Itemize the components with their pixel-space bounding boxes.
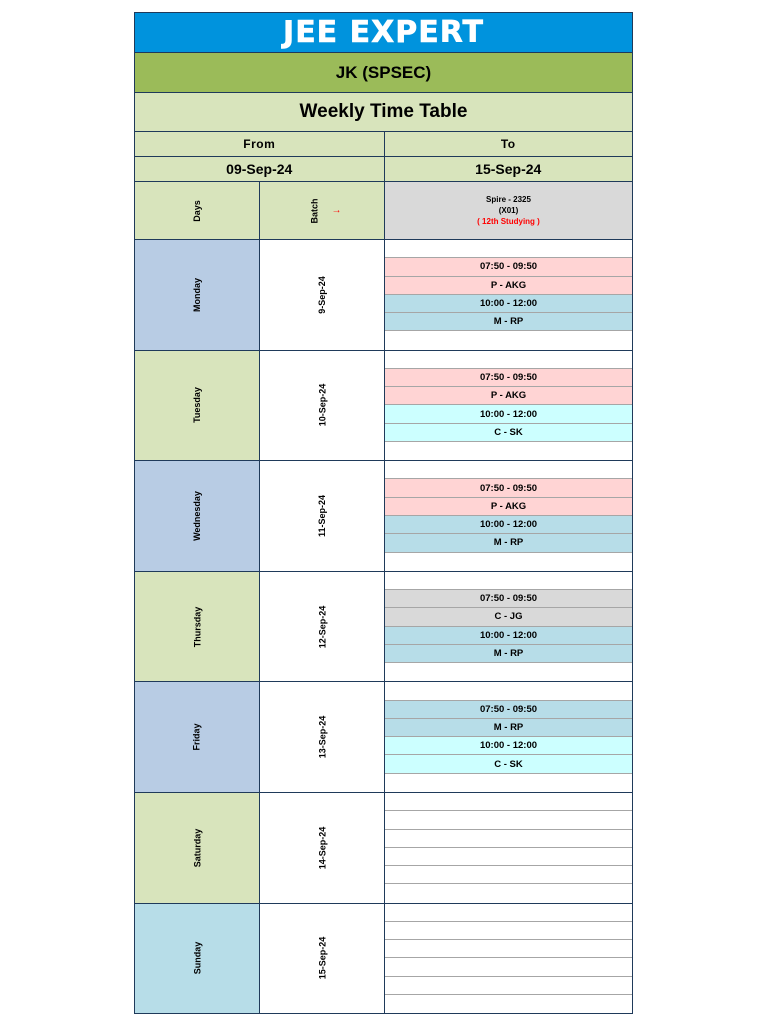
batch-header-label: Batch xyxy=(309,197,320,224)
range-values-row xyxy=(135,156,632,181)
batch-note: ( 12th Studying ) xyxy=(477,217,540,226)
day-name: Friday xyxy=(191,723,202,751)
schedule-slot: 10:00 - 12:00 xyxy=(385,737,632,755)
day-row xyxy=(135,571,632,682)
day-date: 14-Sep-24 xyxy=(317,826,327,870)
schedule-slot: 07:50 - 09:50 xyxy=(385,258,632,276)
schedule-slot: 10:00 - 12:00 xyxy=(385,627,632,645)
schedule-slot xyxy=(385,977,632,995)
date-cell xyxy=(259,461,384,571)
column-header-row xyxy=(135,181,632,239)
schedule-slot xyxy=(385,884,632,902)
day-cell xyxy=(135,572,259,682)
schedule-slot: P - AKG xyxy=(385,498,632,516)
schedule-slot xyxy=(385,958,632,976)
schedule-slot: M - RP xyxy=(385,313,632,331)
schedule-slot xyxy=(385,904,632,922)
range-labels-row xyxy=(135,131,632,156)
schedule-slot xyxy=(385,940,632,958)
timetable-title: Weekly Time Table xyxy=(135,92,632,131)
day-row xyxy=(135,239,632,350)
day-name: Tuesday xyxy=(191,387,202,424)
schedule-slot xyxy=(385,682,632,700)
batch-header xyxy=(259,182,384,239)
day-date: 9-Sep-24 xyxy=(317,276,327,314)
schedule-slot: 07:50 - 09:50 xyxy=(385,590,632,608)
day-cell xyxy=(135,904,259,1014)
day-name: Monday xyxy=(191,277,202,312)
schedule-slot xyxy=(385,331,632,349)
schedule-slot xyxy=(385,995,632,1013)
day-name: Saturday xyxy=(191,828,202,868)
date-cell xyxy=(259,904,384,1014)
schedule-slot xyxy=(385,866,632,884)
day-date: 11-Sep-24 xyxy=(317,494,327,537)
days-container xyxy=(135,239,632,1013)
day-name: Sunday xyxy=(191,942,202,975)
date-cell xyxy=(259,240,384,350)
days-header-label: Days xyxy=(191,199,202,222)
schedule-slot xyxy=(385,774,632,792)
batch-info xyxy=(384,182,632,239)
right-arrow-icon: → xyxy=(331,205,342,216)
date-cell xyxy=(259,682,384,792)
date-cell xyxy=(259,793,384,903)
schedule-slot xyxy=(385,922,632,940)
schedule-slot: 10:00 - 12:00 xyxy=(385,516,632,534)
schedule-slot: C - JG xyxy=(385,608,632,626)
day-cell xyxy=(135,793,259,903)
schedule-slot xyxy=(385,663,632,681)
schedule-slot xyxy=(385,848,632,866)
schedule-slot: P - AKG xyxy=(385,277,632,295)
schedule-slot: 10:00 - 12:00 xyxy=(385,405,632,423)
schedule-slot: C - SK xyxy=(385,424,632,442)
date-cell xyxy=(259,572,384,682)
schedule-slot xyxy=(385,553,632,571)
from-label: From xyxy=(135,131,384,156)
to-label: To xyxy=(384,131,633,156)
schedule-slot xyxy=(385,240,632,258)
schedule-slot: 07:50 - 09:50 xyxy=(385,701,632,719)
day-cell xyxy=(135,351,259,461)
schedule-cell xyxy=(384,240,632,350)
schedule-slot xyxy=(385,793,632,811)
schedule-slot xyxy=(385,572,632,590)
schedule-slot xyxy=(385,461,632,479)
day-row xyxy=(135,792,632,903)
days-header xyxy=(135,182,259,239)
schedule-cell xyxy=(384,904,632,1014)
day-row xyxy=(135,460,632,571)
day-name: Wednesday xyxy=(191,491,202,541)
schedule-slot: M - RP xyxy=(385,645,632,663)
day-row xyxy=(135,903,632,1014)
day-name: Thursday xyxy=(191,606,202,647)
schedule-slot: 10:00 - 12:00 xyxy=(385,295,632,313)
day-cell xyxy=(135,461,259,571)
schedule-cell xyxy=(384,461,632,571)
date-cell xyxy=(259,351,384,461)
schedule-slot: M - RP xyxy=(385,719,632,737)
schedule-slot xyxy=(385,442,632,460)
schedule-slot: P - AKG xyxy=(385,387,632,405)
day-date: 12-Sep-24 xyxy=(317,605,327,648)
day-cell xyxy=(135,682,259,792)
batch-code: (X01) xyxy=(498,206,519,215)
day-date: 15-Sep-24 xyxy=(317,937,327,980)
brand-title: JEE EXPERT xyxy=(135,13,632,52)
timetable-sheet xyxy=(134,12,633,1014)
schedule-slot: 07:50 - 09:50 xyxy=(385,479,632,497)
schedule-cell xyxy=(384,682,632,792)
day-row xyxy=(135,681,632,792)
day-date: 13-Sep-24 xyxy=(317,715,327,759)
center-name: JK (SPSEC) xyxy=(135,52,632,92)
schedule-slot: 07:50 - 09:50 xyxy=(385,369,632,387)
schedule-cell xyxy=(384,572,632,682)
schedule-cell xyxy=(384,793,632,903)
schedule-slot xyxy=(385,830,632,848)
schedule-slot xyxy=(385,351,632,369)
schedule-slot xyxy=(385,811,632,829)
to-date: 15-Sep-24 xyxy=(384,156,633,181)
from-date: 09-Sep-24 xyxy=(135,156,384,181)
day-date: 10-Sep-24 xyxy=(317,384,327,427)
day-row xyxy=(135,350,632,461)
batch-name: Spire - 2325 xyxy=(486,195,531,204)
schedule-slot: M - RP xyxy=(385,534,632,552)
schedule-slot: C - SK xyxy=(385,755,632,773)
schedule-cell xyxy=(384,351,632,461)
day-cell xyxy=(135,240,259,350)
